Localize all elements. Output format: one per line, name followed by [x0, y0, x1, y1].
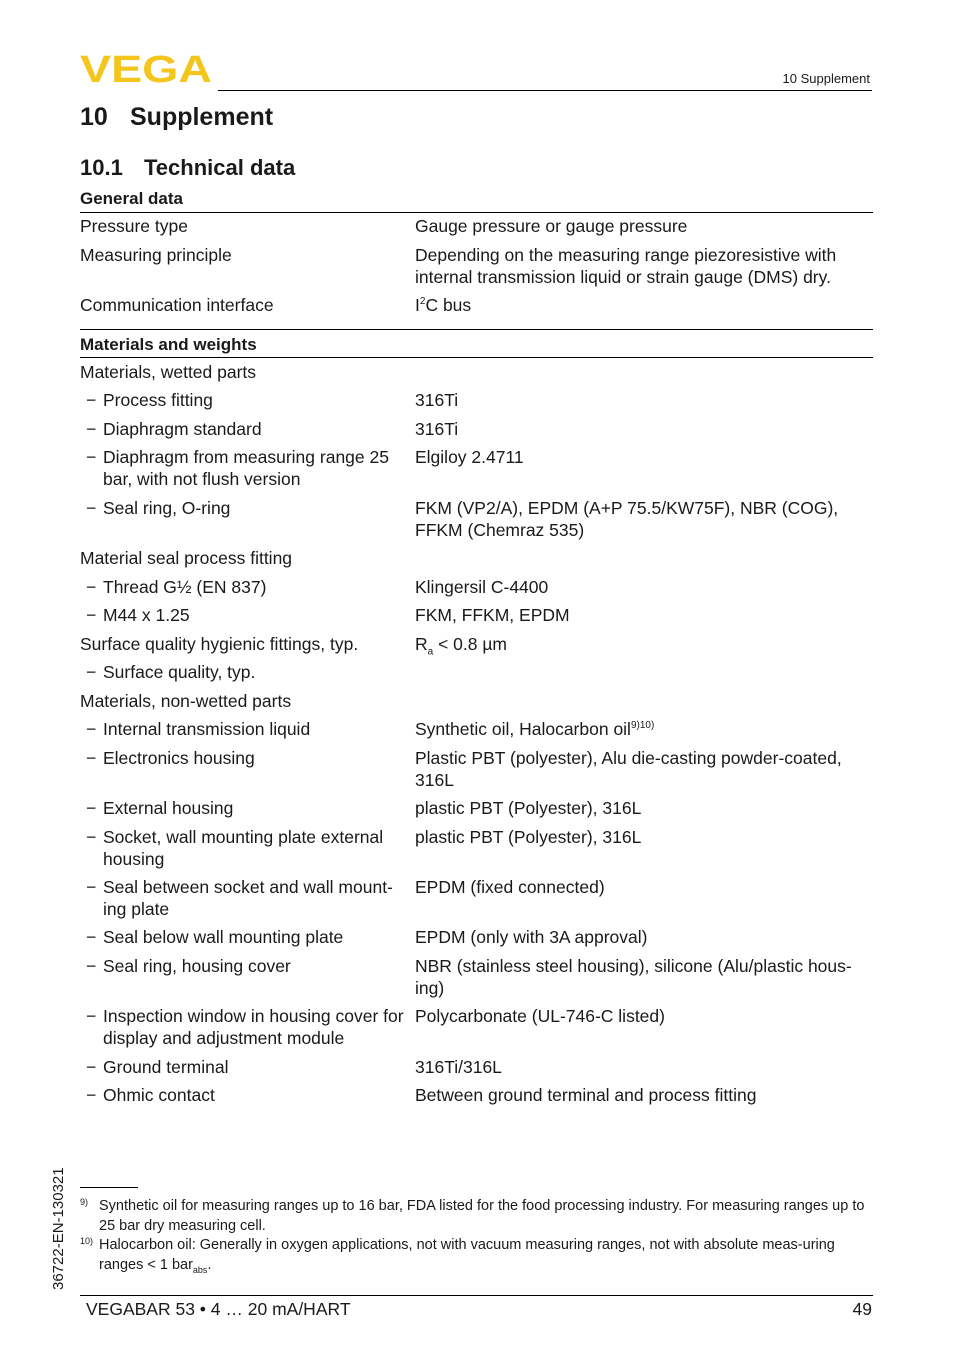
- row-value: Between ground terminal and process fitting: [415, 1085, 757, 1105]
- row-label: − Process fitting: [86, 389, 405, 411]
- row-value: EPDM (only with 3A approval): [415, 927, 648, 947]
- footnote-text: Synthetic oil for measuring ranges up to 16 bar, FDA listed for the food processing industry. For measuring ranges up to 25 bar dry measuring cell.: [99, 1198, 865, 1234]
- general-data-title: General data: [80, 189, 183, 208]
- materials-title: Materials and weights: [80, 335, 257, 354]
- row-value: Polycarbonate (UL-746-C listed): [415, 1006, 665, 1026]
- row-label: − Internal transmission liquid: [86, 718, 405, 740]
- header-rule: [218, 90, 872, 91]
- footnote-text: Halocarbon oil: Generally in oxygen applications, not with vacuum measuring ranges, not with absolute meas-uring ranges < 1 bar$_{abs}$.: [99, 1237, 835, 1275]
- row-value: Gauge pressure or gauge pressure: [415, 216, 688, 236]
- row-label: − Diaphragm from measuring range 25 bar, with not flush version: [86, 446, 405, 490]
- row-label: Measuring principle: [80, 245, 232, 265]
- row-label: Materials, non-wetted parts: [80, 691, 292, 711]
- row-value: plastic PBT (Polyester), 316L: [415, 827, 642, 847]
- row-label: − Inspection window in housing cover for display and adjustment module: [86, 1005, 405, 1049]
- section-number: 10.1: [80, 155, 123, 180]
- row-label: − Diaphragm standard: [86, 418, 405, 440]
- row-label: − Thread G½ (EN 837): [86, 576, 405, 598]
- row-value: Klingersil C-4400: [415, 577, 549, 597]
- chapter-title: [80, 103, 273, 132]
- footnote-mark: 9): [80, 1197, 89, 1207]
- footnote-mark: 10): [80, 1236, 94, 1246]
- row-label: − Seal between socket and wall mount-ing plate: [86, 876, 405, 920]
- row-label: − Electronics housing: [86, 747, 405, 769]
- footnote-rule: [80, 1187, 138, 1188]
- row-label: − Seal ring, housing cover: [86, 955, 405, 977]
- vega-logo: [80, 52, 212, 84]
- row-value: 316Ti: [415, 390, 459, 410]
- row-value: $I^2C$ bus: [415, 295, 472, 315]
- row-value: $R_a < 0.8$ µm: [415, 634, 507, 658]
- row-label: Communication interface: [80, 295, 274, 315]
- row-label: − Seal ring, O-ring: [86, 497, 405, 519]
- row-label: − Seal below wall mounting plate: [86, 926, 405, 948]
- row-label: − Ground terminal: [86, 1056, 405, 1078]
- row-label: − Socket, wall mounting plate external housing: [86, 826, 405, 870]
- row-value: 316Ti/316L: [415, 1057, 502, 1077]
- footer-document-title: VEGABAR 53 • 4 … 20 mA/HART: [86, 1299, 351, 1319]
- chapter-text: Supplement: [130, 103, 274, 131]
- row-label: − Surface quality, typ.: [86, 661, 405, 683]
- section-title: [80, 155, 295, 181]
- row-value: Synthetic oil, Halocarbon oil$^{9)10)}$: [415, 719, 655, 739]
- row-value: EPDM (fixed connected): [415, 877, 605, 897]
- row-value: NBR (stainless steel housing), silicone (Alu/plastic hous-ing): [415, 956, 852, 998]
- row-value: plastic PBT (Polyester), 316L: [415, 798, 642, 818]
- row-label: Surface quality hygienic fittings, typ.: [80, 634, 359, 654]
- row-value: FKM (VP2/A), EPDM (A+P 75.5/KW75F), NBR (COG), FFKM (Chemraz 535): [415, 498, 839, 540]
- row-value: 316Ti: [415, 419, 459, 439]
- footer-rule: [80, 1295, 873, 1296]
- row-value: FKM, FFKM, EPDM: [415, 605, 570, 625]
- row-label: Pressure type: [80, 216, 188, 236]
- document-id: 36722-EN-130321: [50, 1167, 67, 1290]
- row-label: − External housing: [86, 797, 405, 819]
- row-label: − Ohmic contact: [86, 1084, 405, 1106]
- row-value: Depending on the measuring range piezoresistive with internal transmission liquid or strain gauge (DMS) dry.: [415, 245, 837, 287]
- header-section-label: 10 Supplement: [782, 71, 870, 86]
- row-label: Material seal process fitting: [80, 548, 293, 568]
- section-text: Technical data: [144, 155, 296, 180]
- chapter-number: 10: [80, 103, 108, 131]
- page-number: 49: [852, 1299, 872, 1319]
- logo-text: VEGA: [80, 52, 212, 84]
- row-value: Elgiloy 2.4711: [415, 447, 524, 467]
- materials-rule: [80, 357, 873, 358]
- row-label: − M44 x 1.25: [86, 604, 405, 626]
- general-data-rule: [80, 212, 873, 213]
- materials-top-rule: [80, 329, 873, 330]
- row-label: Materials, wetted parts: [80, 362, 257, 382]
- row-value: Plastic PBT (polyester), Alu die-casting powder-coated, 316L: [415, 748, 842, 790]
